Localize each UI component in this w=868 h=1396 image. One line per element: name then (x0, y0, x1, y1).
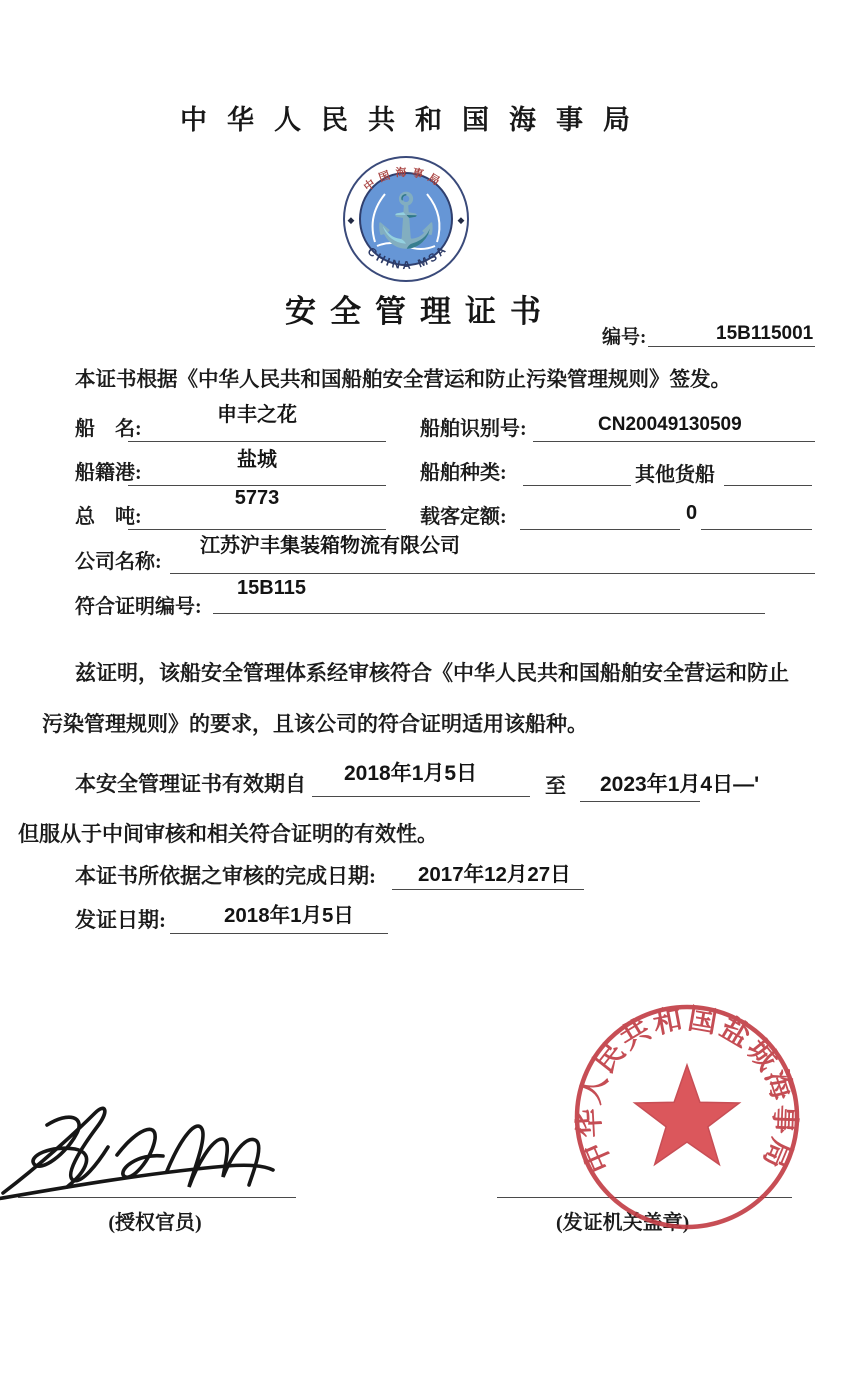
passenger-quota-line-right (701, 528, 812, 530)
company-line (170, 572, 815, 574)
home-port-label: 船籍港: (75, 462, 142, 484)
ship-type-line-left (523, 484, 631, 486)
home-port-line (128, 484, 386, 486)
passenger-quota-value: 0 (686, 502, 698, 524)
logo-bottom-text: CHINA MSA (364, 242, 451, 273)
msa-logo-icon (341, 154, 471, 284)
ship-name-line (128, 440, 386, 442)
company-label: 公司名称: (75, 551, 162, 573)
valid-from-line (312, 795, 530, 797)
gross-tonnage-label: 总 吨: (75, 506, 142, 528)
ship-type-line-right (724, 484, 812, 486)
ship-type-value: 其他货船 (635, 464, 715, 486)
valid-to-value: 2023年1月4日—' (600, 773, 760, 796)
certificate-title: 安全管理证书 (285, 294, 555, 329)
signature-icon (0, 1093, 295, 1201)
seal-icon (565, 1000, 810, 1240)
ship-id-value: CN20049130509 (598, 414, 742, 435)
ship-name-value: 申丰之花 (217, 404, 297, 426)
audit-date-label: 本证书所依据之审核的完成日期: (75, 864, 376, 888)
issue-date-label: 发证日期: (75, 908, 166, 932)
seal-caption: (发证机关盖章) (556, 1212, 690, 1234)
valid-to-line (580, 800, 700, 802)
china-msa-logo (341, 154, 471, 284)
validity-condition: 但服从于中间审核和相关符合证明的有效性。 (18, 822, 438, 846)
seal-text: 中华人民共和国盐城海事局 (573, 1003, 801, 1177)
cert-no-value: 15B115001 (716, 323, 814, 344)
audit-date-line (392, 888, 584, 890)
signature-line (18, 1196, 296, 1198)
seal-star-icon (635, 1065, 740, 1165)
validity-to-label: 至 (545, 774, 566, 798)
logo-top-text: 中国海事局 (361, 166, 446, 194)
logo-left-diamond-icon: ◆ (347, 215, 355, 225)
doc-number-value: 15B115 (237, 577, 306, 599)
signature-caption: (授权官员) (108, 1212, 202, 1234)
validity-prefix: 本安全管理证书有效期自 (75, 772, 306, 796)
home-port-value: 盐城 (237, 449, 277, 471)
issuance-statement: 本证书根据《中华人民共和国船舶安全营运和防止污染管理规则》签发。 (75, 369, 731, 391)
issue-date-value: 2018年1月5日 (224, 904, 354, 927)
signature (0, 1093, 295, 1201)
anchor-icon: ⚓ (373, 193, 439, 250)
issue-date-line (170, 932, 388, 934)
cert-no-line (648, 345, 815, 347)
gross-tonnage-value: 5773 (234, 487, 280, 509)
doc-number-line (213, 612, 765, 614)
official-seal (565, 1000, 810, 1240)
ship-name-label: 船 名: (75, 418, 142, 440)
doc-number-label: 符合证明编号: (75, 596, 202, 618)
ship-id-label: 船舶识别号: (420, 418, 527, 440)
ship-type-label: 船舶种类: (420, 462, 507, 484)
valid-from-value: 2018年1月5日 (344, 762, 478, 785)
company-value: 江苏沪丰集装箱物流有限公司 (200, 535, 460, 557)
certification-line2: 污染管理规则》的要求，且该公司的符合证明适用该船种。 (42, 712, 588, 736)
authority-title: 中华人民共和国海事局 (180, 105, 650, 135)
passenger-quota-label: 载客定额: (420, 506, 507, 528)
audit-date-value: 2017年12月27日 (418, 863, 571, 886)
logo-right-diamond-icon: ◆ (457, 215, 465, 225)
passenger-quota-line-left (520, 528, 680, 530)
cert-no-label: 编号: (602, 327, 647, 348)
ship-id-line (533, 440, 815, 442)
certification-line1: 兹证明，该船安全管理体系经审核符合《中华人民共和国船舶安全营运和防止 (75, 661, 789, 685)
